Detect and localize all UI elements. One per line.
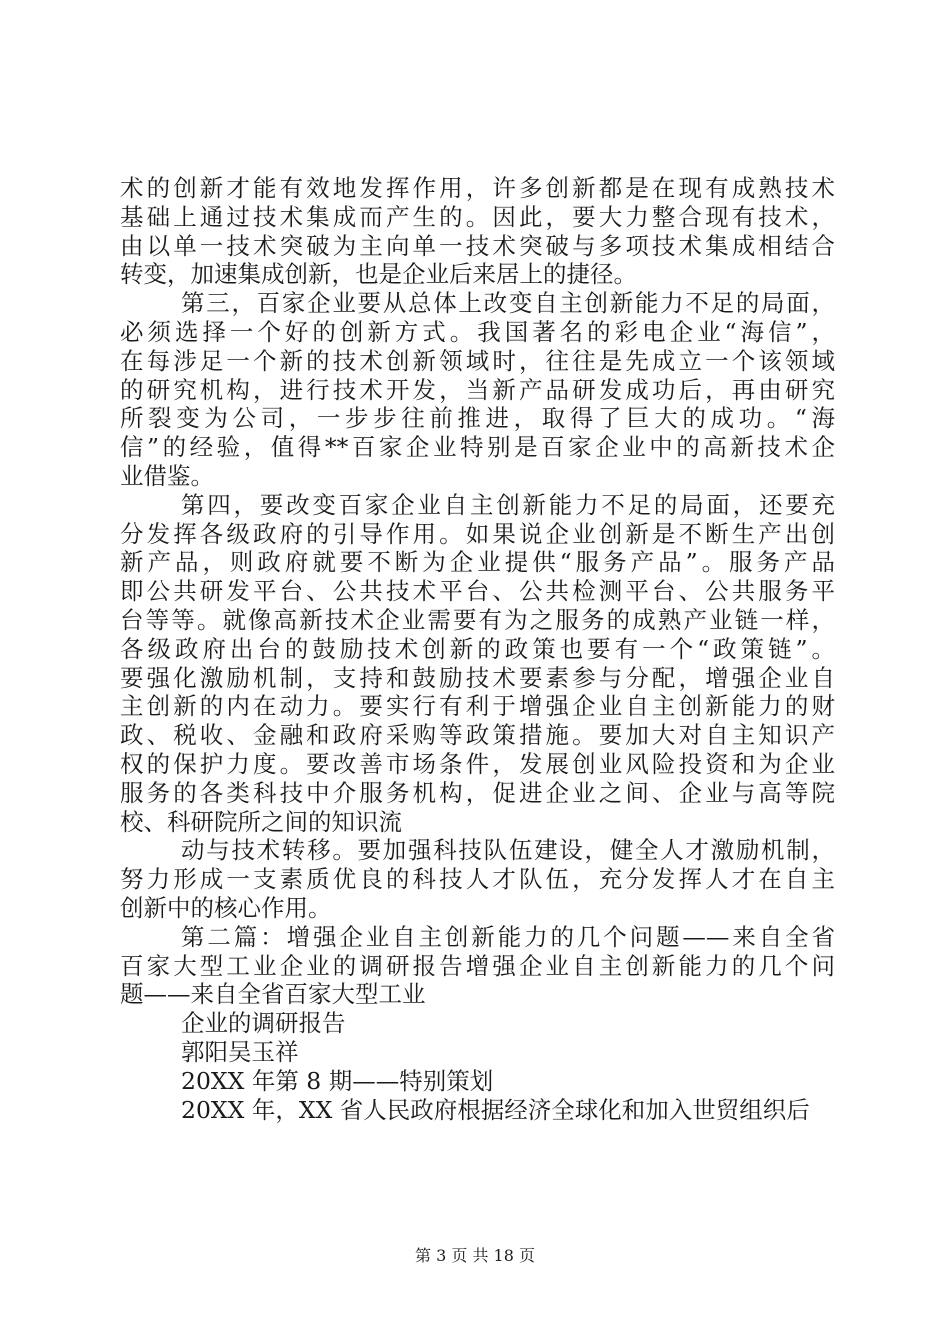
text-line: 业借鉴。 [120, 461, 214, 490]
paragraph-start-line: 第三，百家企业要从总体上改变自主创新能力不足的局面， [181, 289, 835, 318]
section-heading-line: 百家大型工业企业的调研报告增强企业自主创新能力的几个问 [120, 951, 835, 980]
subtitle-line: 企业的调研报告 [181, 1009, 346, 1038]
text-line: 转变，加速集成创新，也是企业后来居上的捷径。 [120, 260, 637, 289]
text-line: 努力形成一支素质优良的科技人才队伍，充分发挥人才在自主 [120, 865, 835, 894]
issue-line: 20XX 年第 8 期——特别策划 [181, 1066, 494, 1095]
text-line: 在每涉足一个新的技术创新领域时，往往是先成立一个该领域 [120, 346, 835, 375]
text-line: 要强化激励机制，支持和鼓励技术要素参与分配，增强企业自 [120, 663, 835, 692]
author-line: 郭阳吴玉祥 [181, 1037, 299, 1066]
text-line: 政、税收、金融和政府采购等政策措施。要加大对自主知识产 [120, 721, 835, 750]
body-text [120, 174, 835, 1124]
text-line: 信”的经验，值得**百家企业特别是百家企业中的高新技术企 [120, 433, 835, 462]
text-line: 校、科研院所之间的知识流 [120, 807, 402, 836]
text-line: 分发挥各级政府的引导作用。如果说企业创新是不断生产出创 [120, 519, 835, 548]
text-line: 必须选择一个好的创新方式。我国著名的彩电企业“海信”， [120, 317, 835, 346]
text-line: 的研究机构，进行技术开发，当新产品研发成功后，再由研究 [120, 375, 835, 404]
text-line: 权的保护力度。要改善市场条件，发展创业风险投资和为企业 [120, 749, 835, 778]
text-line: 由以单一技术突破为主向单一技术突破与多项技术集成相结合 [120, 231, 835, 260]
section-heading-line: 题——来自全省百家大型工业 [120, 980, 426, 1009]
text-line: 台等等。就像高新技术企业需要有为之服务的成熟产业链一样， [120, 605, 835, 634]
text-line: 即公共研发平台、公共技术平台、公共检测平台、公共服务平 [120, 577, 835, 606]
text-line: 创新中的核心作用。 [120, 893, 332, 922]
text-line: 术的创新才能有效地发挥作用，许多创新都是在现有成熟技术 [120, 174, 835, 202]
text-line: 主创新的内在动力。要实行有利于增强企业自主创新能力的财 [120, 692, 835, 721]
text-line: 基础上通过技术集成而产生的。因此，要大力整合现有技术， [120, 202, 835, 231]
page-number-footer: 第 3 页 共 18 页 [415, 1246, 535, 1265]
text-line: 各级政府出台的鼓励技术创新的政策也要有一个“政策链”。 [120, 634, 835, 663]
paragraph-start-line: 动与技术转移。要加强科技队伍建设，健全人才激励机制， [181, 836, 835, 865]
text-line: 所裂变为公司，一步步往前推进，取得了巨大的成功。“海 [120, 404, 835, 433]
text-line: 服务的各类科技中介服务机构，促进企业之间、企业与高等院 [120, 778, 835, 807]
section-heading-line: 第二篇：增强企业自主创新能力的几个问题——来自全省 [181, 922, 835, 951]
paragraph-start-line: 20XX 年，XX 省人民政府根据经济全球化和加入世贸组织后 [181, 1095, 810, 1124]
text-line: 新产品，则政府就要不断为企业提供“服务产品”。服务产品 [120, 548, 835, 577]
paragraph-start-line: 第四，要改变百家企业自主创新能力不足的局面，还要充 [181, 490, 835, 519]
